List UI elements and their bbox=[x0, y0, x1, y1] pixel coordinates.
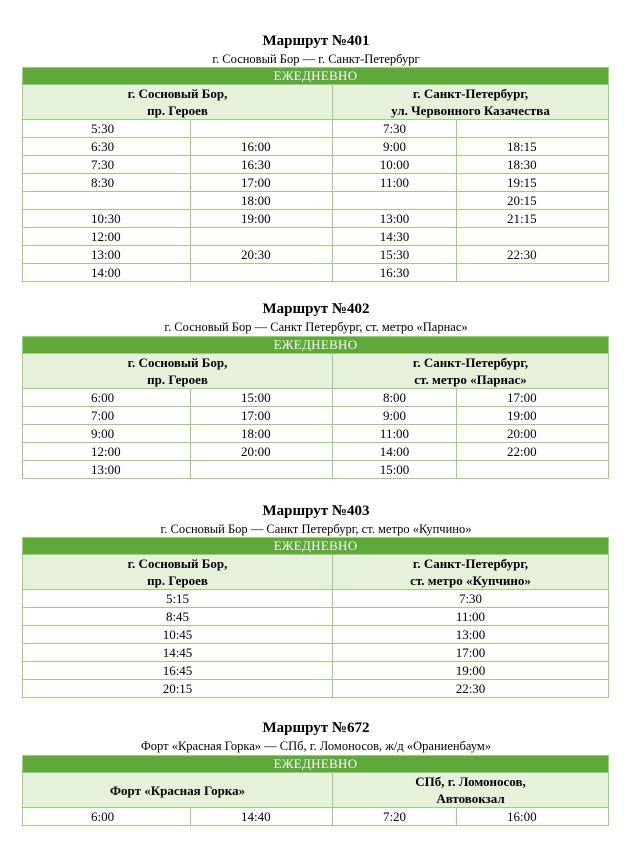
origin-stop-line2: пр. Героев bbox=[147, 573, 208, 588]
route-402-title: Маршрут №402 bbox=[262, 301, 370, 317]
route-672-subtitle: Форт «Красная Горка» — СПб, г. Ломоносов, ж/д «Ораниенбаум» bbox=[140, 739, 492, 753]
departure-time-cell: 17:00 bbox=[333, 644, 609, 662]
departure-time-cell: 22:30 bbox=[333, 680, 609, 698]
departure-time-cell bbox=[457, 264, 609, 282]
destination-stop-line1: г. Санкт-Петербург, bbox=[412, 355, 529, 370]
departure-time-cell: 18:00 bbox=[191, 425, 333, 443]
origin-stop-line2: пр. Героев bbox=[147, 103, 208, 118]
departure-time-cell bbox=[191, 461, 333, 479]
departure-time-cell: 15:30 bbox=[333, 246, 457, 264]
departure-time-cell: 19:15 bbox=[457, 174, 609, 192]
daily-header-row bbox=[23, 538, 609, 555]
origin-stop-header bbox=[23, 773, 333, 808]
destination-stop-line2: ул. Червонного Казачества bbox=[391, 103, 550, 118]
departure-time-cell: 18:30 bbox=[457, 156, 609, 174]
origin-stop-line1: г. Сосновый Бор, bbox=[127, 556, 228, 571]
destination-stop-line2: ст. метро «Парнас» bbox=[414, 372, 527, 387]
route-672-title: Маршрут №672 bbox=[262, 720, 370, 736]
timetable-row bbox=[23, 608, 609, 626]
departure-time-cell: 14:00 bbox=[23, 264, 191, 282]
origin-stop-header bbox=[23, 354, 333, 389]
departure-time-cell: 17:00 bbox=[191, 407, 333, 425]
departure-time-cell: 17:00 bbox=[191, 174, 333, 192]
departure-time-cell: 14:40 bbox=[191, 808, 333, 826]
timetable-row bbox=[23, 626, 609, 644]
departure-time-cell: 13:00 bbox=[23, 246, 191, 264]
destination-stop-line1: г. Санкт-Петербург, bbox=[412, 86, 529, 101]
departure-time-cell: 22:00 bbox=[457, 443, 609, 461]
departure-time-cell: 19:00 bbox=[191, 210, 333, 228]
departure-time-cell bbox=[191, 264, 333, 282]
route-401-title: Маршрут №401 bbox=[262, 33, 370, 49]
departure-time-cell: 13:00 bbox=[333, 626, 609, 644]
departure-time-cell: 11:00 bbox=[333, 425, 457, 443]
departure-time-cell: 10:30 bbox=[23, 210, 191, 228]
departure-time-cell bbox=[457, 120, 609, 138]
departure-time-cell: 18:00 bbox=[191, 192, 333, 210]
departure-time-cell bbox=[191, 120, 333, 138]
timetable-row bbox=[23, 407, 609, 425]
origin-stop-line1: г. Сосновый Бор, bbox=[127, 86, 228, 101]
departure-time-cell: 8:00 bbox=[333, 389, 457, 407]
timetable-row bbox=[23, 662, 609, 680]
departure-time-cell bbox=[23, 192, 191, 210]
origin-stop-header bbox=[23, 555, 333, 590]
route-403-title: Маршрут №403 bbox=[262, 503, 370, 519]
departure-time-cell: 14:45 bbox=[23, 644, 333, 662]
direction-header-row bbox=[23, 354, 609, 389]
departure-time-cell: 19:00 bbox=[333, 662, 609, 680]
departure-time-cell: 11:00 bbox=[333, 174, 457, 192]
direction-header-row bbox=[23, 85, 609, 120]
departure-time-cell: 11:00 bbox=[333, 608, 609, 626]
departure-time-cell: 14:30 bbox=[333, 228, 457, 246]
departure-time-cell: 16:30 bbox=[191, 156, 333, 174]
timetable-row bbox=[23, 264, 609, 282]
departure-time-cell: 9:00 bbox=[333, 407, 457, 425]
daily-label: ЕЖЕДНЕВНО bbox=[23, 68, 609, 85]
timetable-row bbox=[23, 138, 609, 156]
route-403-schedule-table bbox=[22, 537, 609, 698]
destination-stop-line1: г. Санкт-Петербург, bbox=[412, 556, 529, 571]
timetable-row bbox=[23, 461, 609, 479]
departure-time-cell: 5:15 bbox=[23, 590, 333, 608]
departure-time-cell: 10:45 bbox=[23, 626, 333, 644]
departure-time-cell: 20:15 bbox=[457, 192, 609, 210]
direction-header-row bbox=[23, 555, 609, 590]
timetable-row bbox=[23, 174, 609, 192]
daily-label: ЕЖЕДНЕВНО bbox=[23, 538, 609, 555]
departure-time-cell: 20:00 bbox=[457, 425, 609, 443]
destination-stop-header bbox=[333, 354, 609, 389]
departure-time-cell bbox=[333, 192, 457, 210]
departure-time-cell: 8:30 bbox=[23, 174, 191, 192]
timetable-row bbox=[23, 246, 609, 264]
departure-time-cell: 7:20 bbox=[333, 808, 457, 826]
departure-time-cell: 20:30 bbox=[191, 246, 333, 264]
departure-time-cell: 6:00 bbox=[23, 808, 191, 826]
timetable-row bbox=[23, 228, 609, 246]
timetable-row bbox=[23, 425, 609, 443]
departure-time-cell: 19:00 bbox=[457, 407, 609, 425]
daily-label: ЕЖЕДНЕВНО bbox=[23, 756, 609, 773]
departure-time-cell: 17:00 bbox=[457, 389, 609, 407]
departure-time-cell: 10:00 bbox=[333, 156, 457, 174]
direction-header-row bbox=[23, 773, 609, 808]
origin-stop-line2: пр. Героев bbox=[147, 372, 208, 387]
timetable-row bbox=[23, 590, 609, 608]
destination-stop-line1: СПб, г. Ломоносов, bbox=[415, 774, 526, 789]
timetable-row bbox=[23, 808, 609, 826]
departure-time-cell: 7:30 bbox=[333, 120, 457, 138]
departure-time-cell: 18:15 bbox=[457, 138, 609, 156]
timetable-row bbox=[23, 192, 609, 210]
origin-stop-header bbox=[23, 85, 333, 120]
route-402-schedule-table bbox=[22, 336, 609, 479]
route-401-subtitle: г. Сосновый Бор — г. Санкт-Петербург bbox=[212, 52, 420, 66]
route-672-schedule-table bbox=[22, 755, 609, 826]
timetable-row bbox=[23, 680, 609, 698]
departure-time-cell: 9:00 bbox=[23, 425, 191, 443]
destination-stop-header bbox=[333, 773, 609, 808]
departure-time-cell: 12:00 bbox=[23, 443, 191, 461]
departure-time-cell: 20:15 bbox=[23, 680, 333, 698]
departure-time-cell: 13:00 bbox=[333, 210, 457, 228]
departure-time-cell: 7:30 bbox=[333, 590, 609, 608]
departure-time-cell: 7:30 bbox=[23, 156, 191, 174]
departure-time-cell: 20:00 bbox=[191, 443, 333, 461]
origin-stop-line1: Форт «Красная Горка» bbox=[109, 782, 246, 798]
departure-time-cell: 15:00 bbox=[333, 461, 457, 479]
departure-time-cell: 16:30 bbox=[333, 264, 457, 282]
daily-header-row bbox=[23, 68, 609, 85]
daily-header-row bbox=[23, 756, 609, 773]
departure-time-cell: 8:45 bbox=[23, 608, 333, 626]
departure-time-cell: 7:00 bbox=[23, 407, 191, 425]
route-402-subtitle: г. Сосновый Бор — Санкт Петербург, ст. метро «Парнас» bbox=[164, 320, 468, 334]
departure-time-cell: 16:00 bbox=[191, 138, 333, 156]
route-401-schedule-table bbox=[22, 67, 609, 282]
destination-stop-line2: Автовокзал bbox=[436, 791, 505, 806]
departure-time-cell: 22:30 bbox=[457, 246, 609, 264]
timetable-row bbox=[23, 120, 609, 138]
timetable-row bbox=[23, 156, 609, 174]
timetable-row bbox=[23, 389, 609, 407]
departure-time-cell: 9:00 bbox=[333, 138, 457, 156]
departure-time-cell bbox=[457, 228, 609, 246]
timetable-row bbox=[23, 210, 609, 228]
timetable-row bbox=[23, 443, 609, 461]
departure-time-cell bbox=[457, 461, 609, 479]
departure-time-cell: 6:00 bbox=[23, 389, 191, 407]
departure-time-cell bbox=[191, 228, 333, 246]
origin-stop-line1: г. Сосновый Бор, bbox=[127, 355, 228, 370]
departure-time-cell: 5:30 bbox=[23, 120, 191, 138]
departure-time-cell: 6:30 bbox=[23, 138, 191, 156]
departure-time-cell: 13:00 bbox=[23, 461, 191, 479]
destination-stop-header bbox=[333, 85, 609, 120]
daily-header-row bbox=[23, 337, 609, 354]
destination-stop-header bbox=[333, 555, 609, 590]
route-403-subtitle: г. Сосновый Бор — Санкт Петербург, ст. метро «Купчино» bbox=[160, 522, 472, 536]
destination-stop-line2: ст. метро «Купчино» bbox=[410, 573, 531, 588]
daily-label: ЕЖЕДНЕВНО bbox=[23, 337, 609, 354]
departure-time-cell: 15:00 bbox=[191, 389, 333, 407]
departure-time-cell: 16:00 bbox=[457, 808, 609, 826]
timetable-row bbox=[23, 644, 609, 662]
departure-time-cell: 14:00 bbox=[333, 443, 457, 461]
departure-time-cell: 16:45 bbox=[23, 662, 333, 680]
departure-time-cell: 12:00 bbox=[23, 228, 191, 246]
departure-time-cell: 21:15 bbox=[457, 210, 609, 228]
